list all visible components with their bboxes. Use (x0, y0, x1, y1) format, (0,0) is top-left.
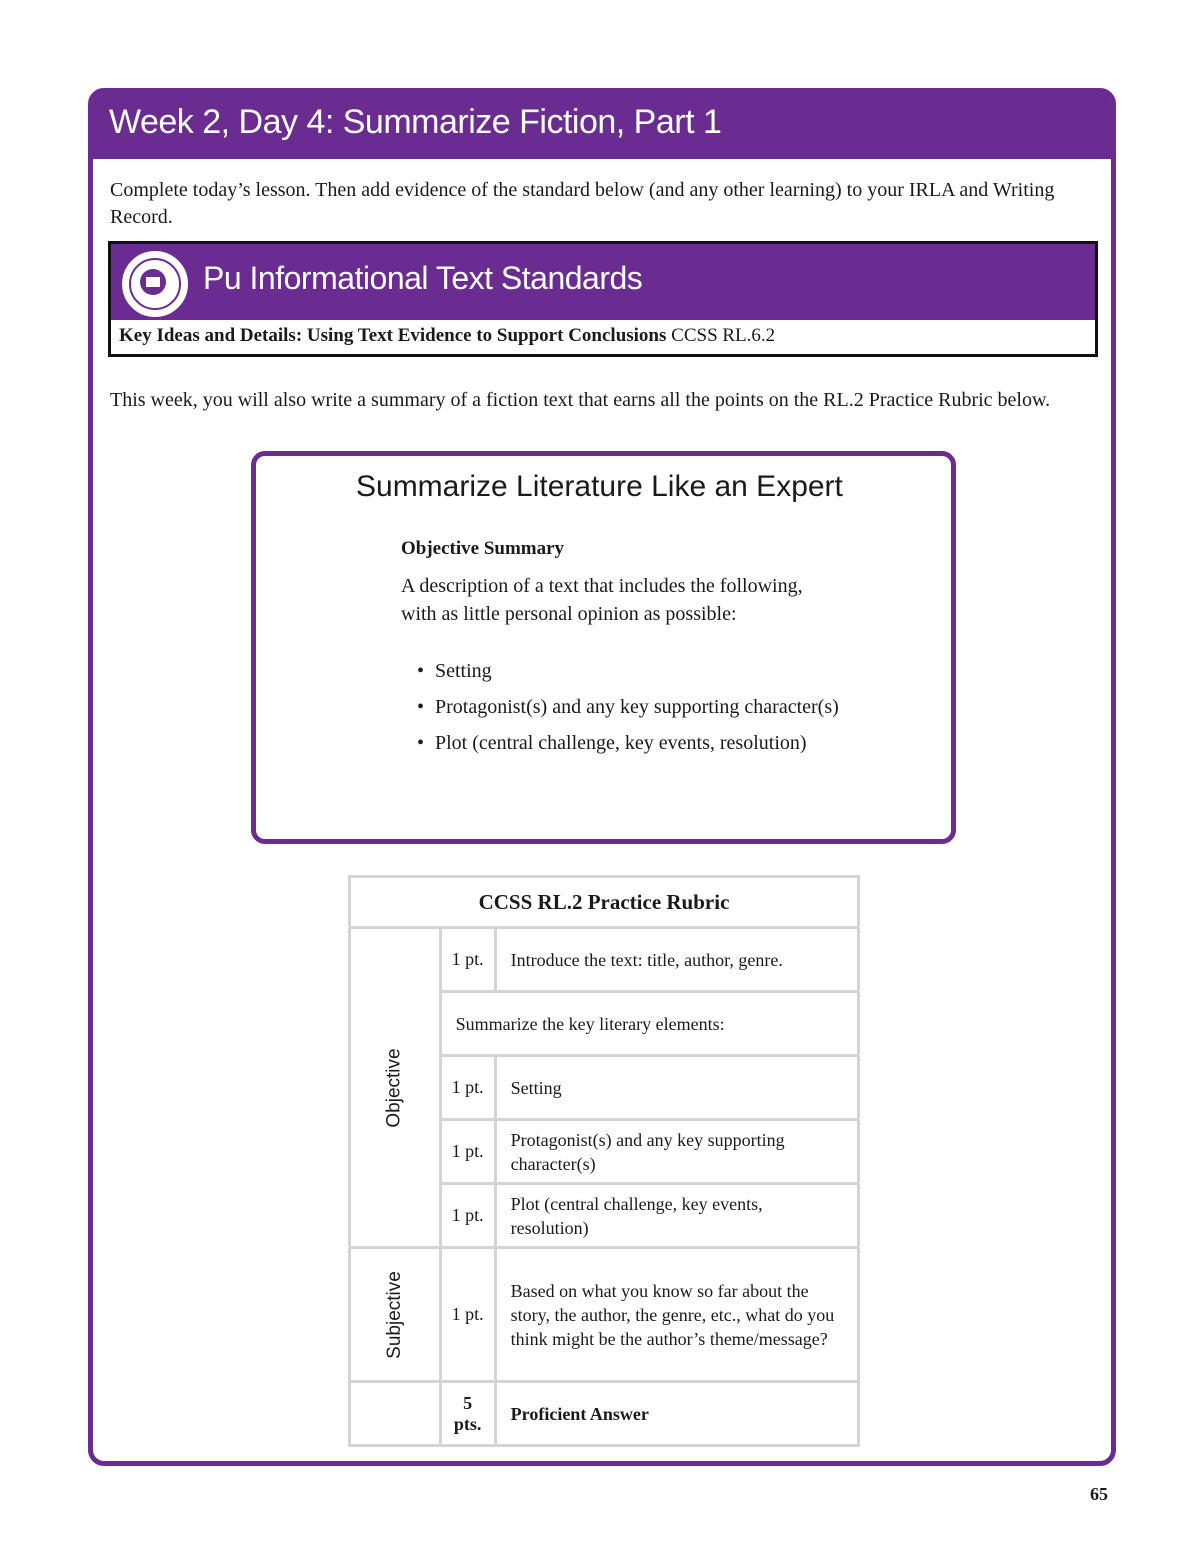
rubric-criterion: Based on what you know so far about the story, the author, the genre, etc., what do you think might be the author’s theme/message? (495, 1248, 858, 1382)
empty-cell (350, 1382, 441, 1446)
rubric-table (348, 875, 860, 1447)
week-text: This week, you will also write a summary of a fiction text that earns all the points on the RL.2 Practice Rubric below. (110, 389, 1051, 411)
list-item: • Plot (central challenge, key events, resolution) (417, 732, 807, 754)
standards-header (111, 244, 1095, 320)
standard-code: CCSS RL.6.2 (671, 325, 776, 346)
rubric-points: 1 pt. (440, 1120, 495, 1184)
rubric-points: 1 pt. (440, 1056, 495, 1120)
expert-box (251, 451, 956, 844)
title-bar (93, 93, 1111, 159)
standard-line (119, 325, 775, 347)
rubric-criterion: Plot (central challenge, key events, resolution) (495, 1184, 858, 1248)
total-label: Proficient Answer (495, 1382, 858, 1446)
summary-bullets (401, 658, 841, 766)
objective-label-cell (350, 928, 441, 1248)
list-item: • Protagonist(s) and any key supporting character(s) (417, 696, 839, 718)
standards-box (108, 241, 1098, 357)
school-seal-icon (122, 251, 188, 317)
rubric-title: CCSS RL.2 Practice Rubric (350, 877, 859, 928)
subjective-label-cell (350, 1248, 441, 1382)
rubric-points: 1 pt. (440, 1248, 495, 1382)
expert-title: Summarize Literature Like an Expert (356, 470, 843, 503)
standard-name: Key Ideas and Details: Using Text Evidence to Support Conclusions (119, 325, 667, 346)
rubric-criterion: Summarize the key literary elements: (440, 992, 858, 1056)
intro-text: Complete today’s lesson. Then add evidence of the standard below (and any other learning) to your IRLA and Writing Record. (110, 179, 1055, 228)
total-points: 5 pts. (440, 1382, 495, 1446)
page-title: Week 2, Day 4: Summarize Fiction, Part 1 (109, 103, 722, 141)
subjective-label: Subjective (383, 1270, 405, 1359)
rubric-criterion: Setting (495, 1056, 858, 1120)
rubric-points: 1 pt. (440, 1184, 495, 1248)
objective-summary-desc: A description of a text that includes the following, with as little personal opinion as possible: (401, 575, 803, 625)
objective-label: Objective (383, 1047, 405, 1128)
list-item: • Setting (417, 660, 492, 682)
standards-title: Pu Informational Text Standards (203, 260, 643, 296)
rubric-criterion: Introduce the text: title, author, genre. (495, 928, 858, 992)
page-number: 65 (1090, 1484, 1108, 1504)
rubric-points: 1 pt. (440, 928, 495, 992)
objective-summary-title: Objective Summary (401, 538, 565, 559)
lesson-frame (88, 88, 1116, 1466)
rubric-criterion: Protagonist(s) and any key supporting character(s) (495, 1120, 858, 1184)
